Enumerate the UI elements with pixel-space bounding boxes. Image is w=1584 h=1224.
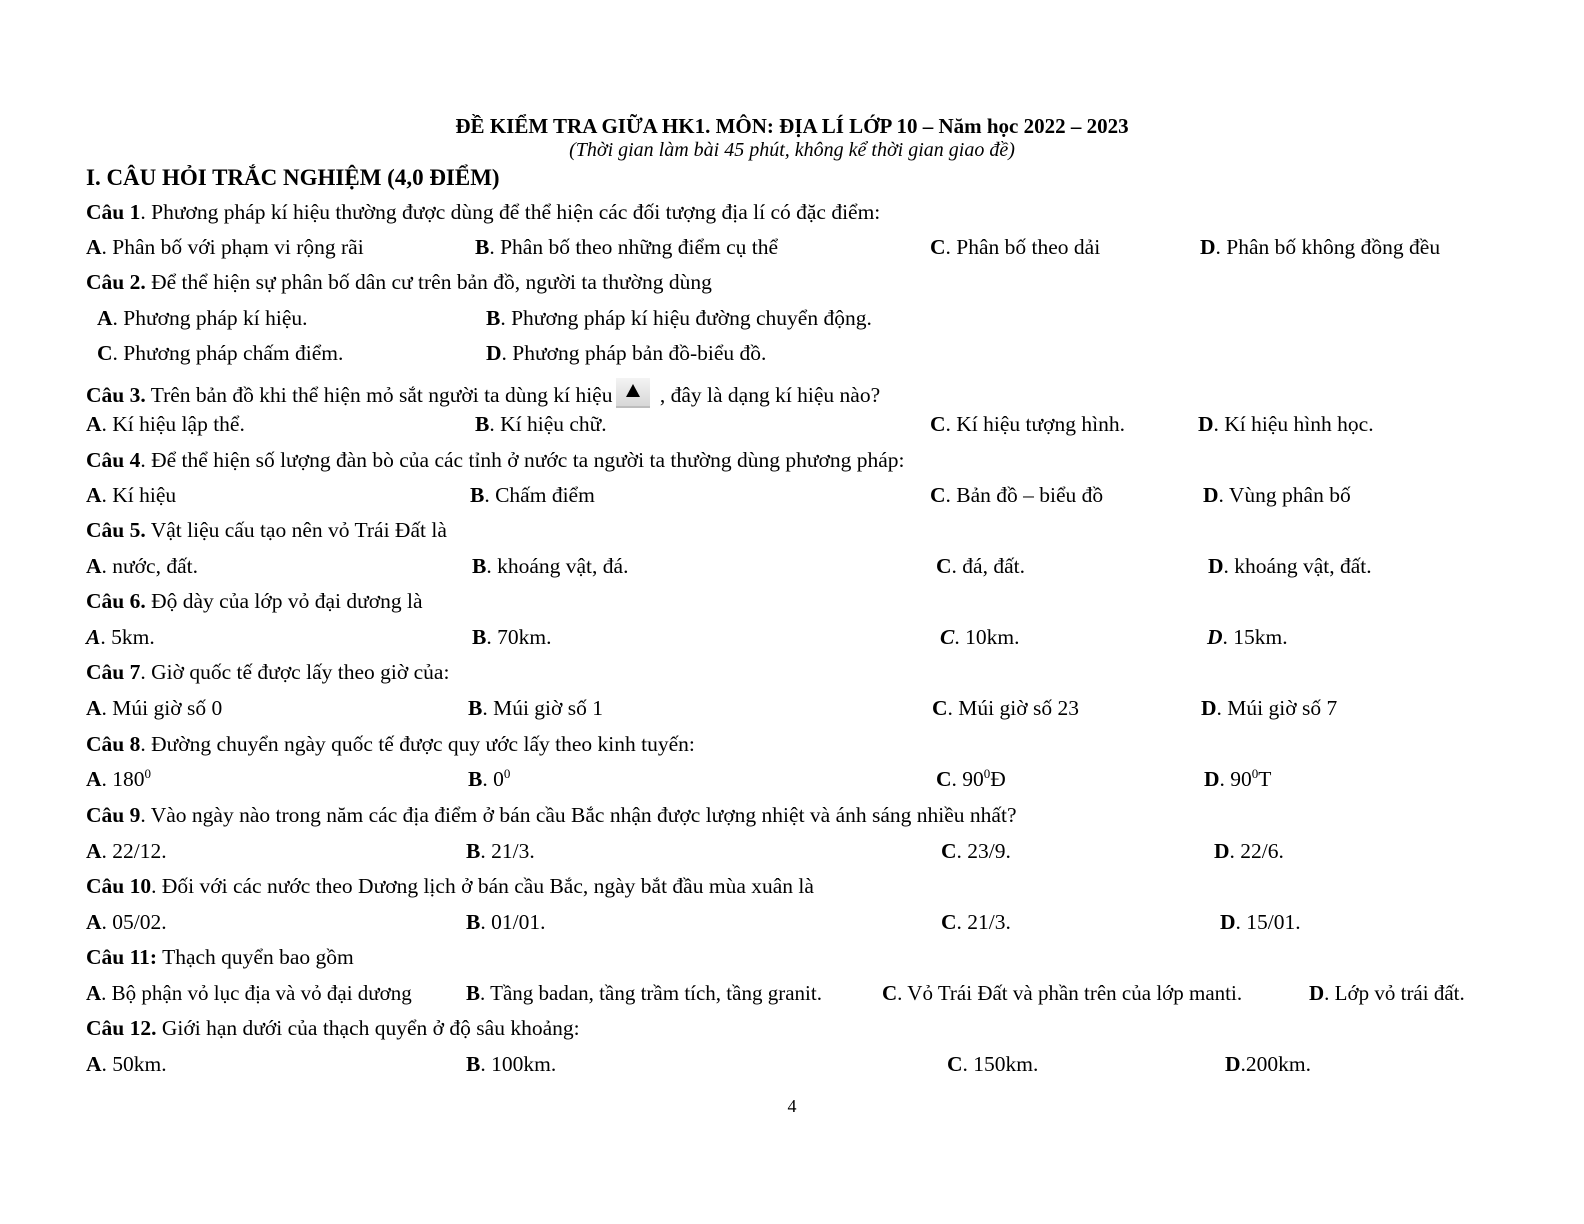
option-a: A. 22/12. [86,839,167,863]
option-d: D. khoáng vật, đất. [1208,554,1372,578]
question-label: Câu 3. [86,383,146,407]
question-label: Câu 4 [86,448,141,472]
option-b: B. 01/01. [466,910,546,934]
option-a: A. 50km. [86,1052,167,1076]
question-label: Câu 8 [86,732,141,756]
question-2 [86,272,712,294]
question-11 [86,947,354,969]
question-4: Câu 4. Để thể hiện số lượng đàn bò của các tỉnh ở nước ta người ta thường dùng phương pháp: [86,448,905,472]
option-a: A. Múi giờ số 0 [86,696,223,720]
option-c: C. $90^0Đ$ [936,765,1006,791]
option-a: A. 5km. [86,625,155,649]
option-d: D. Lớp vỏ trái đất. [1309,981,1465,1005]
question-8: Câu 8. Đường chuyển ngày quốc tế được quy ước lấy theo kinh tuyến: [86,732,695,756]
page-number: 4 [787,1096,797,1116]
option-a: A. Kí hiệu lập thể. [86,412,245,436]
question-text-after: , đây là dạng kí hiệu nào? [654,383,881,407]
question-text: Thạch quyển bao gồm [157,945,354,969]
question-9: Câu 9. Vào ngày nào trong năm các địa điểm ở bán cầu Bắc nhận được lượng nhiệt và ánh sáng nhiều nhất? [86,803,1017,827]
option-b: B. Tầng badan, tầng trầm tích, tầng granit. [466,981,822,1005]
question-1: Câu 1. Phương pháp kí hiệu thường được dùng để thể hiện các đối tượng địa lí có đặc điểm: [86,200,881,224]
question-label: Câu 11: [86,945,158,969]
option-d: D. Kí hiệu hình học. [1198,412,1374,436]
option-d: D. 15km. [1207,625,1288,649]
option-d: D. Phân bố không đồng đều [1200,235,1441,259]
option-b: B. khoáng vật, đá. [472,554,629,578]
triangle-icon [616,378,650,408]
option-c: C. đá, đất. [936,554,1025,578]
option-c: C. 23/9. [941,839,1011,863]
question-5 [86,520,447,542]
option-d: D. 15/01. [1220,910,1301,934]
question-text: Giờ quốc tế được lấy theo giờ của: [145,660,450,684]
option-b: B. Kí hiệu chữ. [475,412,607,436]
option-d: D. 22/6. [1214,839,1284,863]
option-b: B. $0^0$ [468,765,511,791]
question-7: Câu 7. Giờ quốc tế được lấy theo giờ của: [86,660,450,684]
question-text: Độ dày của lớp vỏ đại dương là [145,589,423,613]
question-text: Giới hạn dưới của thạch quyển ở độ sâu khoảng: [156,1016,580,1040]
option-b: B. Phân bố theo những điểm cụ thể [475,235,779,259]
option-b: B. Chấm điểm [470,483,595,507]
question-text: Đối với các nước theo Dương lịch ở bán cầu Bắc, ngày bắt đầu mùa xuân là [156,874,814,898]
option-d: D. Múi giờ số 7 [1201,696,1338,720]
option-c: C. 21/3. [941,910,1011,934]
question-label: Câu 2. [86,270,146,294]
option-c: C. Múi giờ số 23 [932,696,1079,720]
option-c: C. 10km. [940,625,1020,649]
question-text: Để thể hiện số lượng đàn bò của các tỉnh ở nước ta người ta thường dùng phương pháp: [145,448,905,472]
option-a: A. Bộ phận vỏ lục địa và vỏ đại dương [86,981,412,1005]
option-c: C. Phân bố theo dải [930,235,1101,259]
question-text: Vật liệu cấu tạo nên vỏ Trái Đất là [145,518,447,542]
option-a: A. Phân bố với phạm vi rộng rãi [86,235,364,259]
exam-subtitle: (Thời gian làm bài 45 phút, không kể thời gian giao đề) [569,139,1015,161]
question-3 [86,378,880,408]
section-title: I. CÂU HỎI TRẮC NGHIỆM (4,0 ĐIỂM) [86,165,500,190]
question-label: Câu 5. [86,518,146,542]
question-text: Vào ngày nào trong năm các địa điểm ở bán cầu Bắc nhận được lượng nhiệt và ánh sáng nhiều nhất? [145,803,1017,827]
option-c: C. Phương pháp chấm điểm. [97,341,344,365]
option-d: D. Vùng phân bố [1203,483,1351,507]
question-label: Câu 7 [86,660,141,684]
option-b: B. 21/3. [466,839,535,863]
option-c: C. Vỏ Trái Đất và phần trên của lớp manti. [882,981,1243,1005]
question-text: Đường chuyển ngày quốc tế được quy ước lấy theo kinh tuyến: [145,732,695,756]
question-label: Câu 12. [86,1016,157,1040]
question-text: Trên bản đồ khi thể hiện mỏ sắt người ta dùng kí hiệu [145,383,613,407]
question-label: Câu 1 [86,200,141,224]
question-6 [86,591,423,613]
option-b: B. 70km. [472,625,552,649]
option-a: A. nước, đất. [86,554,198,578]
option-a: A. Phương pháp kí hiệu. [97,306,308,330]
option-c: C. Bản đồ – biểu đồ [930,483,1104,507]
question-10: Câu 10. Đối với các nước theo Dương lịch ở bán cầu Bắc, ngày bắt đầu mùa xuân là [86,874,814,898]
exam-title: ĐỀ KIỂM TRA GIỮA HK1. MÔN: ĐỊA LÍ LỚP 10 – Năm học 2022 – 2023 [455,114,1129,138]
option-d: D.200km. [1225,1052,1312,1076]
option-d: D. Phương pháp bản đồ-biểu đồ. [486,341,767,365]
question-label: Câu 10 [86,874,152,898]
option-a: A. Kí hiệu [86,483,177,507]
option-a: A. $180^0$ [86,765,152,791]
question-text: Phương pháp kí hiệu thường được dùng để thể hiện các đối tượng địa lí có đặc điểm: [145,200,881,224]
option-d: D. $90^0T$ [1204,765,1272,791]
question-label: Câu 9 [86,803,141,827]
option-c: C. 150km. [947,1052,1039,1076]
question-text: Để thể hiện sự phân bố dân cư trên bản đồ, người ta thường dùng [145,270,712,294]
question-label: Câu 6. [86,589,146,613]
option-b: B. 100km. [466,1052,557,1076]
option-a: A. 05/02. [86,910,167,934]
question-12 [86,1018,580,1040]
option-b: B. Múi giờ số 1 [468,696,604,720]
option-b: B. Phương pháp kí hiệu đường chuyển động. [486,306,872,330]
option-c: C. Kí hiệu tượng hình. [930,412,1126,436]
